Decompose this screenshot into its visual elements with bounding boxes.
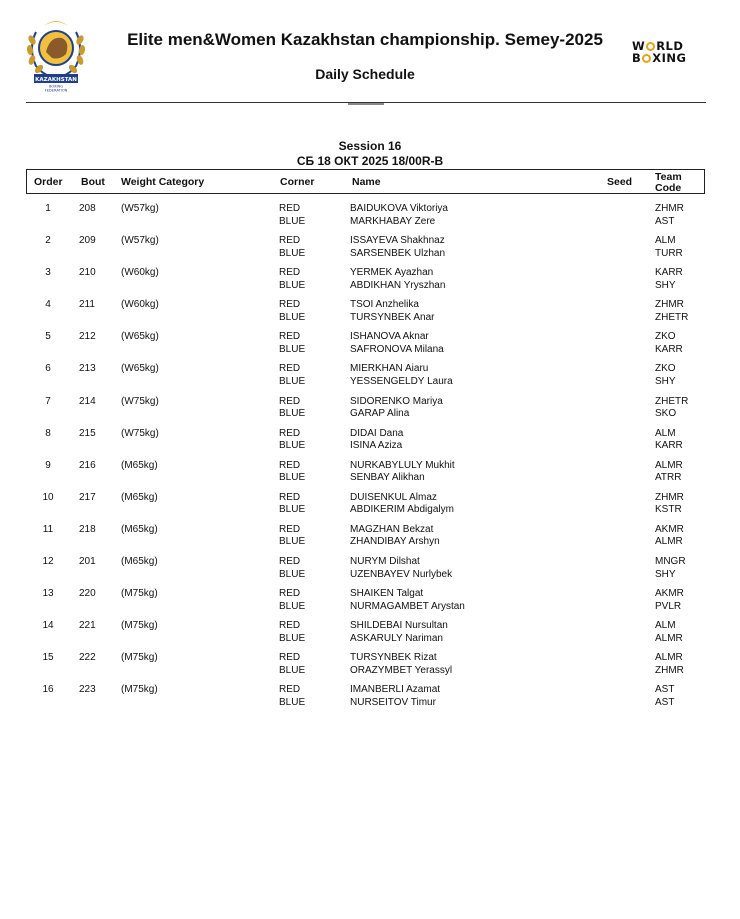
bout-order: 15 <box>42 652 54 664</box>
blue-boxer-name: ABDIKHAN Yryszhan <box>350 279 446 291</box>
red-corner: RED <box>279 203 301 214</box>
table-row <box>26 362 706 394</box>
blue-corner: BLUE <box>279 247 306 259</box>
boxer-names <box>350 363 600 388</box>
red-team-code: ALMR <box>655 652 683 664</box>
svg-text:BOXING: BOXING <box>49 84 63 89</box>
red-boxer-name: SIDORENKO Mariya <box>350 395 443 407</box>
weight-category: (M65kg) <box>121 556 158 568</box>
blue-boxer-name: NURMAGAMBET Arystan <box>350 600 465 612</box>
corner <box>279 556 329 581</box>
blue-team-code: SHY <box>655 375 676 387</box>
blue-corner: BLUE <box>279 536 306 548</box>
weight-category: (M75kg) <box>121 652 158 664</box>
col-corner: Corner <box>280 176 315 188</box>
table-row <box>26 427 706 459</box>
bout-number: 211 <box>79 299 95 311</box>
team-codes <box>655 363 705 388</box>
corner <box>279 396 329 421</box>
red-corner: RED <box>279 331 301 343</box>
blue-corner: BLUE <box>279 664 306 676</box>
bout-number: 214 <box>79 395 96 407</box>
bout-number: 221 <box>79 620 96 632</box>
red-team-code: ZHETR <box>655 395 689 407</box>
weight-category: (M75kg) <box>121 588 158 600</box>
corner <box>279 588 329 613</box>
blue-boxer-name: SAFRONOVA Milana <box>350 343 444 355</box>
boxer-names <box>350 267 600 292</box>
weight-category: (W60kg) <box>121 267 159 279</box>
team-codes <box>655 620 705 645</box>
red-boxer-name: TURSYNBEK Rizat <box>350 652 437 664</box>
weight-category: (W57kg) <box>121 203 159 214</box>
blue-boxer-name: ASKARULY Nariman <box>350 632 443 644</box>
bout-order: 6 <box>45 363 51 375</box>
red-team-code: ZKO <box>655 363 676 375</box>
blue-boxer-name: UZENBAYEV Nurlybek <box>350 568 453 580</box>
table-header <box>26 169 705 194</box>
blue-corner: BLUE <box>279 568 306 580</box>
blue-corner: BLUE <box>279 311 306 323</box>
table-row <box>26 587 706 619</box>
weight-category: (M65kg) <box>121 459 158 471</box>
blue-corner: BLUE <box>279 279 306 291</box>
session-heading <box>0 139 740 169</box>
bout-number: 220 <box>79 588 96 600</box>
weight-category: (M65kg) <box>121 491 158 503</box>
bout-order: 14 <box>42 620 54 632</box>
blue-team-code: ZHETR <box>655 311 689 323</box>
blue-team-code: TURR <box>655 247 683 259</box>
bout-order: 4 <box>45 299 51 311</box>
col-bout: Bout <box>81 176 105 188</box>
col-team-code: Team Code <box>655 170 682 194</box>
bout-number: 217 <box>79 491 96 503</box>
bout-order: 11 <box>42 523 54 535</box>
table-row <box>26 202 706 234</box>
red-team-code: AKMR <box>655 588 684 600</box>
blue-corner: BLUE <box>279 696 306 708</box>
boxer-names <box>350 299 600 324</box>
table-row <box>26 330 706 362</box>
red-team-code: MNGR <box>655 556 686 568</box>
page-subtitle: Daily Schedule <box>315 66 415 82</box>
red-boxer-name: DIDAI Dana <box>350 427 404 439</box>
col-name: Name <box>352 176 381 188</box>
team-codes <box>655 299 705 324</box>
corner <box>279 235 329 260</box>
bout-order: 5 <box>45 331 51 343</box>
red-corner: RED <box>279 459 301 471</box>
blue-team-code: PVLR <box>655 600 682 612</box>
bout-number: 212 <box>79 331 96 343</box>
weight-category: (W75kg) <box>121 427 159 439</box>
page-title: Elite men&Women Kazakhstan championship. Semey-2025 <box>127 30 603 49</box>
red-corner: RED <box>279 235 301 247</box>
blue-team-code: SHY <box>655 279 676 291</box>
red-team-code: AST <box>655 684 675 696</box>
page-header <box>0 0 740 104</box>
red-team-code: ALM <box>655 620 676 632</box>
bout-number: 223 <box>79 684 96 696</box>
red-boxer-name: SHAIKEN Talgat <box>350 588 424 600</box>
corner <box>279 620 329 645</box>
blue-team-code: ATRR <box>655 472 682 484</box>
ring-icon <box>646 42 655 51</box>
weight-category: (W60kg) <box>121 299 159 311</box>
boxer-names <box>350 492 600 517</box>
corner <box>279 203 329 228</box>
blue-corner: BLUE <box>279 632 306 644</box>
bout-order: 1 <box>45 203 51 214</box>
divider-mark <box>348 103 384 105</box>
team-codes <box>655 331 705 356</box>
blue-boxer-name: YESSENGELDY Laura <box>350 375 453 387</box>
red-corner: RED <box>279 588 301 600</box>
red-corner: RED <box>279 395 301 407</box>
red-boxer-name: SHILDEBAI Nursultan <box>350 620 448 632</box>
red-corner: RED <box>279 523 301 535</box>
bout-number: 209 <box>79 235 96 247</box>
corner <box>279 428 329 453</box>
weight-category: (W65kg) <box>121 331 159 343</box>
bout-number: 218 <box>79 523 96 535</box>
bout-number: 213 <box>79 363 96 375</box>
boxer-names <box>350 235 600 260</box>
red-team-code: ZHMR <box>655 491 684 503</box>
bout-order: 2 <box>45 235 51 247</box>
blue-corner: BLUE <box>279 600 306 612</box>
bout-order: 8 <box>45 427 51 439</box>
session-name: Session 16 <box>338 139 402 153</box>
world-boxing-logo: W RLD B XING <box>632 39 687 65</box>
bout-number: 216 <box>79 459 96 471</box>
boxer-names <box>350 428 600 453</box>
red-corner: RED <box>279 267 301 279</box>
svg-text:FEDERATION: FEDERATION <box>44 88 68 92</box>
blue-boxer-name: GARAP Alina <box>350 408 410 420</box>
red-boxer-name: ISHANOVA Aknar <box>350 331 429 343</box>
bout-number: 222 <box>79 652 96 664</box>
corner <box>279 524 329 549</box>
team-codes <box>655 492 705 517</box>
red-boxer-name: YERMEK Ayazhan <box>350 267 434 279</box>
red-corner: RED <box>279 620 301 632</box>
blue-boxer-name: ORAZYMBET Yerassyl <box>350 664 453 676</box>
red-team-code: ZHMR <box>655 203 684 214</box>
col-order: Order <box>34 176 63 188</box>
bout-order: 10 <box>42 491 54 503</box>
blue-team-code: ALMR <box>655 632 683 644</box>
boxer-names <box>350 203 600 228</box>
blue-corner: BLUE <box>279 440 306 452</box>
team-codes <box>655 267 705 292</box>
red-boxer-name: DUISENKUL Almaz <box>350 491 437 503</box>
corner <box>279 267 329 292</box>
table-row <box>26 491 706 523</box>
blue-boxer-name: MARKHABAY Zere <box>350 215 436 227</box>
red-boxer-name: IMANBERLI Azamat <box>350 684 441 696</box>
blue-team-code: SHY <box>655 568 676 580</box>
boxer-names <box>350 588 600 613</box>
team-codes <box>655 684 705 709</box>
boxer-names <box>350 524 600 549</box>
bout-order: 3 <box>45 267 51 279</box>
table-row <box>26 395 706 427</box>
table-row <box>26 459 706 491</box>
bout-order: 9 <box>45 459 51 471</box>
red-team-code: ZKO <box>655 331 676 343</box>
red-team-code: ALMR <box>655 459 683 471</box>
boxer-names <box>350 652 600 677</box>
red-boxer-name: TSOI Anzhelika <box>350 299 419 311</box>
red-boxer-name: MAGZHAN Bekzat <box>350 523 434 535</box>
weight-category: (W65kg) <box>121 363 159 375</box>
red-team-code: KARR <box>655 267 683 279</box>
svg-text:KAZAKHSTAN: KAZAKHSTAN <box>35 77 77 83</box>
corner <box>279 652 329 677</box>
team-codes <box>655 396 705 421</box>
red-team-code: ZHMR <box>655 299 684 311</box>
corner <box>279 299 329 324</box>
kazakhstan-boxing-federation-logo <box>22 12 90 92</box>
red-corner: RED <box>279 299 301 311</box>
blue-corner: BLUE <box>279 472 306 484</box>
red-team-code: ALM <box>655 235 676 247</box>
blue-team-code: SKO <box>655 408 677 420</box>
bout-number: 201 <box>79 556 96 568</box>
team-codes <box>655 428 705 453</box>
red-team-code: AKMR <box>655 523 684 535</box>
red-corner: RED <box>279 363 301 375</box>
bout-order: 16 <box>42 684 54 696</box>
blue-boxer-name: ISINA Aziza <box>350 440 403 452</box>
blue-corner: BLUE <box>279 215 306 227</box>
session-datetime: СБ 18 ОКТ 2025 18/00R-B <box>296 154 444 168</box>
ring-icon <box>642 54 651 63</box>
team-codes <box>655 524 705 549</box>
blue-team-code: KSTR <box>655 504 682 516</box>
bout-number: 208 <box>79 203 96 214</box>
weight-category: (M65kg) <box>121 523 158 535</box>
weight-category: (M75kg) <box>121 620 158 632</box>
bout-number: 210 <box>79 267 96 279</box>
schedule-rows <box>26 202 706 716</box>
blue-boxer-name: SARSENBEK Ulzhan <box>350 247 446 259</box>
boxer-names <box>350 684 600 709</box>
weight-category: (M75kg) <box>121 684 158 696</box>
team-codes <box>655 556 705 581</box>
corner <box>279 331 329 356</box>
bout-number: 215 <box>79 427 96 439</box>
blue-team-code: AST <box>655 215 675 227</box>
red-boxer-name: NURKABYLULY Mukhit <box>350 459 455 471</box>
table-row <box>26 683 706 715</box>
blue-boxer-name: TURSYNBEK Anar <box>350 311 435 323</box>
weight-category: (W57kg) <box>121 235 159 247</box>
table-row <box>26 555 706 587</box>
corner <box>279 684 329 709</box>
red-corner: RED <box>279 491 301 503</box>
bout-order: 13 <box>42 588 54 600</box>
red-corner: RED <box>279 652 301 664</box>
red-corner: RED <box>279 427 301 439</box>
blue-team-code: ALMR <box>655 536 683 548</box>
red-corner: RED <box>279 684 301 696</box>
col-seed: Seed <box>607 176 633 188</box>
boxer-names <box>350 331 600 356</box>
bout-order: 12 <box>42 556 54 568</box>
weight-category: (W75kg) <box>121 395 159 407</box>
boxer-names <box>350 396 600 421</box>
blue-boxer-name: ZHANDIBAY Arshyn <box>350 536 440 548</box>
blue-team-code: KARR <box>655 343 683 355</box>
red-corner: RED <box>279 556 301 568</box>
team-codes <box>655 460 705 485</box>
table-row <box>26 651 706 683</box>
blue-corner: BLUE <box>279 375 306 387</box>
table-row <box>26 298 706 330</box>
blue-boxer-name: SENBAY Alikhan <box>350 472 425 484</box>
blue-team-code: KARR <box>655 440 683 452</box>
red-boxer-name: ISSAYEVA Shakhnaz <box>350 235 445 247</box>
team-codes <box>655 203 705 228</box>
red-boxer-name: NURYM Dilshat <box>350 556 420 568</box>
blue-boxer-name: NURSEITOV Timur <box>350 696 436 708</box>
team-codes <box>655 588 705 613</box>
blue-corner: BLUE <box>279 343 306 355</box>
team-codes <box>655 235 705 260</box>
blue-corner: BLUE <box>279 408 306 420</box>
blue-boxer-name: ABDIKERIM Abdigalym <box>350 504 454 516</box>
corner <box>279 492 329 517</box>
col-weight-category: Weight Category <box>121 176 205 188</box>
table-row <box>26 234 706 266</box>
blue-corner: BLUE <box>279 504 306 516</box>
corner <box>279 460 329 485</box>
blue-team-code: ZHMR <box>655 664 684 676</box>
red-team-code: ALM <box>655 427 676 439</box>
blue-team-code: AST <box>655 696 675 708</box>
table-row <box>26 619 706 651</box>
boxer-names <box>350 460 600 485</box>
red-boxer-name: BAIDUKOVA Viktoriya <box>350 203 448 214</box>
table-row <box>26 523 706 555</box>
bout-order: 7 <box>45 395 51 407</box>
red-boxer-name: MIERKHAN Aiaru <box>350 363 429 375</box>
boxer-names <box>350 556 600 581</box>
corner <box>279 363 329 388</box>
team-codes <box>655 652 705 677</box>
table-row <box>26 266 706 298</box>
boxer-names <box>350 620 600 645</box>
